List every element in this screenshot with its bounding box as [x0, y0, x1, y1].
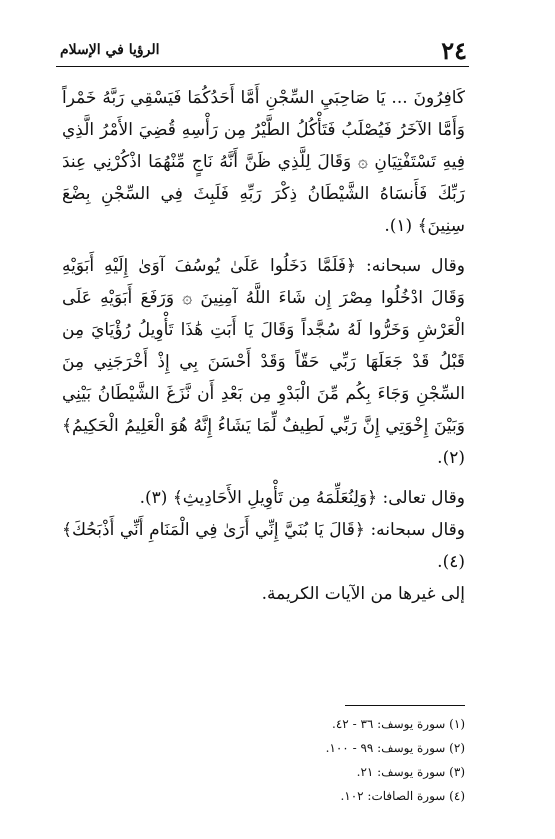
paragraph-quran-verse-4: وقال سبحانه: ﴿قَالَ يَا بُنَيَّ إِنِّي أَرَىٰ فِي الْمَنَامِ أَنِّي أَذْبَحُكَ﴾ (٤). — [62, 520, 465, 572]
footnote-4: (٤) سورة الصافات: ١٠٢. — [340, 789, 465, 803]
footnote-1: (١) سورة يوسف: ٣٦ - ٤٢. — [332, 717, 465, 731]
paragraph-quran-verse-1: كَافِرُونَ ... يَا صَاحِبَيِ السِّجْنِ أَمَّا أَحَدُكُمَا فَيَسْقِي رَبَّهُ خَمْراً وَأَمَّا الآخَرُ فَيُصْلَبُ فَتَأْكُلُ الطَّيْرُ مِن رَأْسِهِ قُضِيَ الأَمْرُ الَّذِي فِيهِ تَسْتَفْتِيَانِ ۞ وَقَالَ لِلَّذِي ظَنَّ أَنَّهُ نَاجٍ مِّنْهُمَا اذْكُرْنِي عِندَ رَبِّكَ فَأَنسَاهُ الشَّيْطَانُ ذِكْرَ رَبِّهِ فَلَبِثَ فِي السِّجْنِ بِضْعَ سِنِينَ﴾ (١). — [62, 88, 465, 236]
footnote-divider — [345, 705, 465, 706]
paragraph-quran-verse-2: وقال سبحانه: ﴿فَلَمَّا دَخَلُوا عَلَىٰ يُوسُفَ آوَىٰ إِلَيْهِ أَبَوَيْهِ وَقَالَ ادْخُلُوا مِصْرَ إِن شَاءَ اللَّهُ آمِنِينَ ۞ وَرَفَعَ أَبَوَيْهِ عَلَى الْعَرْشِ وَخَرُّوا لَهُ سُجَّداً وَقَالَ يَا أَبَتِ هَٰذَا تَأْوِيلُ رُؤْيَايَ مِن قَبْلُ قَدْ جَعَلَهَا رَبِّي حَقّاً وَقَدْ أَحْسَنَ بِي إِذْ أَخْرَجَنِي مِنَ السِّجْنِ وَجَاءَ بِكُم مِّنَ الْبَدْوِ مِن بَعْدِ أَن نَّزَغَ الشَّيْطَانُ بَيْنِي وَبَيْنَ إِخْوَتِي إِنَّ رَبِّي لَطِيفٌ لِّمَا يَشَاءُ إِنَّهُ هُوَ الْعَلِيمُ الْحَكِيمُ﴾ (٢). — [62, 256, 465, 468]
running-title: الرؤيا في الإسلام — [60, 42, 160, 58]
page-number: ٢٤ — [441, 35, 467, 65]
footnotes — [62, 712, 465, 808]
paragraph-closing: إلى غيرها من الآيات الكريمة. — [261, 584, 465, 604]
main-text — [62, 82, 465, 610]
page-header — [60, 36, 467, 64]
footnote-2: (٢) سورة يوسف: ٩٩ - ١٠٠. — [325, 741, 465, 755]
header-divider — [56, 66, 469, 67]
footnote-3: (٣) سورة يوسف: ٢١. — [356, 765, 465, 779]
paragraph-quran-verse-3: وقال تعالى: ﴿وَلِنُعَلِّمَهُ مِن تَأْوِيلِ الأَحَادِيثِ﴾ (٣). — [139, 488, 465, 508]
